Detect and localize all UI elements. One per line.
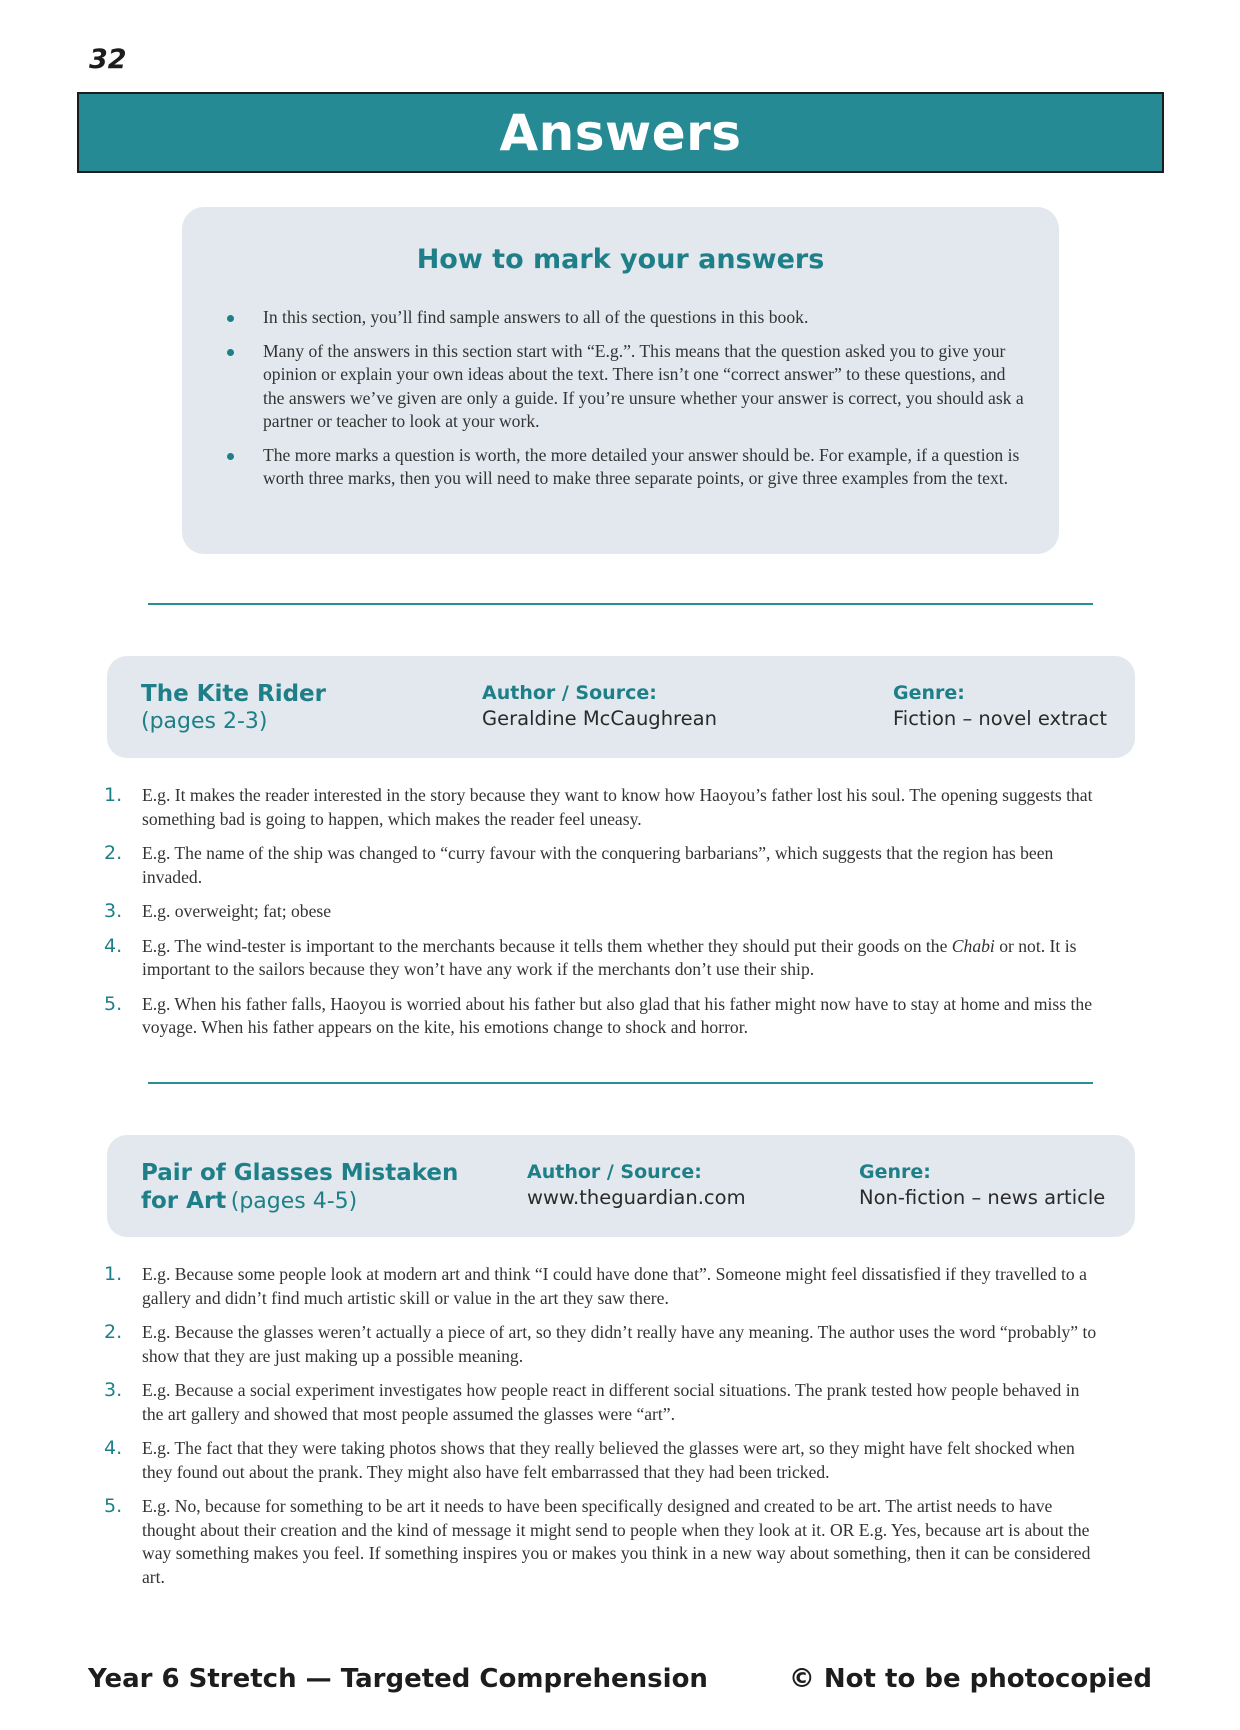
source-pages: (pages 2-3) — [141, 709, 268, 734]
author-label: Author / Source: — [527, 1161, 702, 1183]
answer-item — [104, 1437, 1104, 1484]
answer-list-glasses — [104, 1263, 1104, 1600]
genre-value: Fiction – novel extract — [893, 707, 1108, 730]
answer-text: E.g. No, because for something to be art it needs to have been specifically designed and created to be art. The artist needs to have thought about their creation and the kind of message it might send to people when they look at it. OR E.g. Yes, because art is about the way something makes you feel. If something inspires you or makes you think in a new way about something, then it can be considered art. — [142, 1496, 1091, 1587]
answer-text: E.g. The name of the ship was changed to “curry favour with the conquering barbarians”, which suggests that the region has been invaded. — [142, 843, 1054, 887]
answer-text: E.g. Because some people look at modern art and think “I could have done that”. Someone might feel dissatisfied if they travelled to a gallery and didn’t find much artistic skill or value in the art they saw there. — [142, 1264, 1087, 1308]
answer-number: 1. — [104, 784, 123, 806]
bullet-icon — [227, 453, 234, 460]
source-card-kite-rider — [107, 656, 1135, 758]
answer-number: 5. — [104, 1495, 123, 1517]
answer-text: E.g. overweight; fat; obese — [142, 901, 332, 921]
answer-item — [104, 784, 1104, 831]
answer-item — [104, 900, 1104, 924]
source-title-line2: for Art — [141, 1188, 227, 1214]
answer-text: E.g. The fact that they were taking photos shows that they really believed the glasses were art, so they might have felt shocked when they found out about the prank. They might also have felt embarrassed that they had been tricked. — [142, 1438, 1075, 1482]
genre-label: Genre: — [893, 682, 965, 704]
bullet-text: Many of the answers in this section start with “E.g.”. This means that the question asked you to give your opinion or explain your own ideas about the text. There isn’t one “correct answer” to these questions, and the answers we’ve given are only a guide. If you’re unsure whether your answer is correct, you should ask a partner or teacher to look at your work. — [263, 340, 1024, 431]
answer-number: 1. — [104, 1263, 123, 1285]
answer-item — [104, 993, 1104, 1040]
answer-item — [104, 1379, 1104, 1426]
answer-text: E.g. Because a social experiment investigates how people react in different social situations. The prank tested how people behaved in the art gallery and showed that most people assumed the glasses were “art”. — [142, 1380, 1080, 1424]
answer-number: 2. — [104, 1321, 123, 1343]
ship-name-italic: Chabi — [951, 935, 995, 956]
source-title-block — [141, 1159, 458, 1216]
bullet-icon — [227, 349, 234, 356]
genre-value: Non-fiction – news article — [859, 1186, 1106, 1209]
answer-item — [104, 842, 1104, 889]
answer-text: E.g. Because the glasses weren’t actually a piece of art, so they didn’t really have any meaning. The author uses the word “probably” to show that they are just making up a possible meaning. — [142, 1322, 1097, 1366]
answer-text: E.g. When his father falls, Haoyou is worried about his father but also glad that his father might now have to stay at home and miss the voyage. When his father appears on the kite, his emotions change to shock and horror. — [142, 993, 1093, 1037]
author-block — [527, 1159, 746, 1211]
how-to-mark-box — [182, 207, 1059, 554]
answer-text: E.g. It makes the reader interested in the story because they want to know how Haoyou’s father lost his soul. The opening suggests that something bad is going to happen, which makes the reader feel uneasy. — [142, 785, 1093, 829]
list-item — [227, 340, 1027, 434]
how-to-mark-list — [227, 306, 1027, 501]
genre-block — [893, 680, 1107, 732]
source-title: Pair of Glasses Mistaken — [141, 1160, 459, 1186]
how-to-mark-heading: How to mark your answers — [416, 244, 825, 275]
bullet-icon — [227, 315, 234, 322]
list-item — [227, 444, 1027, 491]
bullet-text: The more marks a question is worth, the more detailed your answer should be. For example, if a question is worth three marks, then you will need to make three separate points, or give three examples from the text. — [263, 444, 1020, 488]
answer-item — [104, 1495, 1104, 1589]
answer-list-kite-rider — [104, 784, 1104, 1051]
genre-label: Genre: — [859, 1161, 931, 1183]
genre-block — [859, 1159, 1105, 1211]
answer-number: 4. — [104, 934, 123, 957]
banner-title: Answers — [499, 103, 742, 162]
answer-number: 3. — [104, 900, 123, 922]
answer-number: 2. — [104, 842, 123, 864]
answers-banner — [77, 92, 1164, 173]
author-value: Geraldine McCaughrean — [482, 707, 717, 730]
section-divider — [148, 603, 1093, 605]
footer-book-title: Year 6 Stretch — Targeted Comprehension — [88, 1664, 708, 1694]
source-title: The Kite Rider — [141, 681, 326, 707]
answer-item — [104, 935, 1104, 982]
section-divider — [148, 1082, 1093, 1084]
answer-item — [104, 1263, 1104, 1310]
source-title-block — [141, 680, 326, 736]
list-item — [227, 306, 1027, 330]
source-card-glasses — [107, 1135, 1135, 1237]
footer-copyright: © Not to be photocopied — [788, 1664, 1152, 1694]
page-number: 32 — [89, 44, 127, 75]
author-value: www.theguardian.com — [527, 1186, 746, 1209]
answer-number: 5. — [104, 992, 123, 1015]
answer-text: E.g. The wind-tester is important to the merchants because it tells them whether they should put their goods on the — [142, 935, 952, 956]
answer-text-cont: or not. It is important to the sailors because they won’t have any work if the merchants don’t use their ship. — [142, 935, 1077, 979]
author-block — [482, 680, 717, 732]
source-pages: (pages 4-5) — [230, 1189, 358, 1214]
bullet-text: In this section, you’ll find sample answers to all of the questions in this book. — [263, 307, 809, 327]
answer-number: 3. — [104, 1379, 123, 1401]
answer-item — [104, 1321, 1104, 1368]
answer-number: 4. — [104, 1437, 123, 1459]
author-label: Author / Source: — [482, 682, 657, 704]
